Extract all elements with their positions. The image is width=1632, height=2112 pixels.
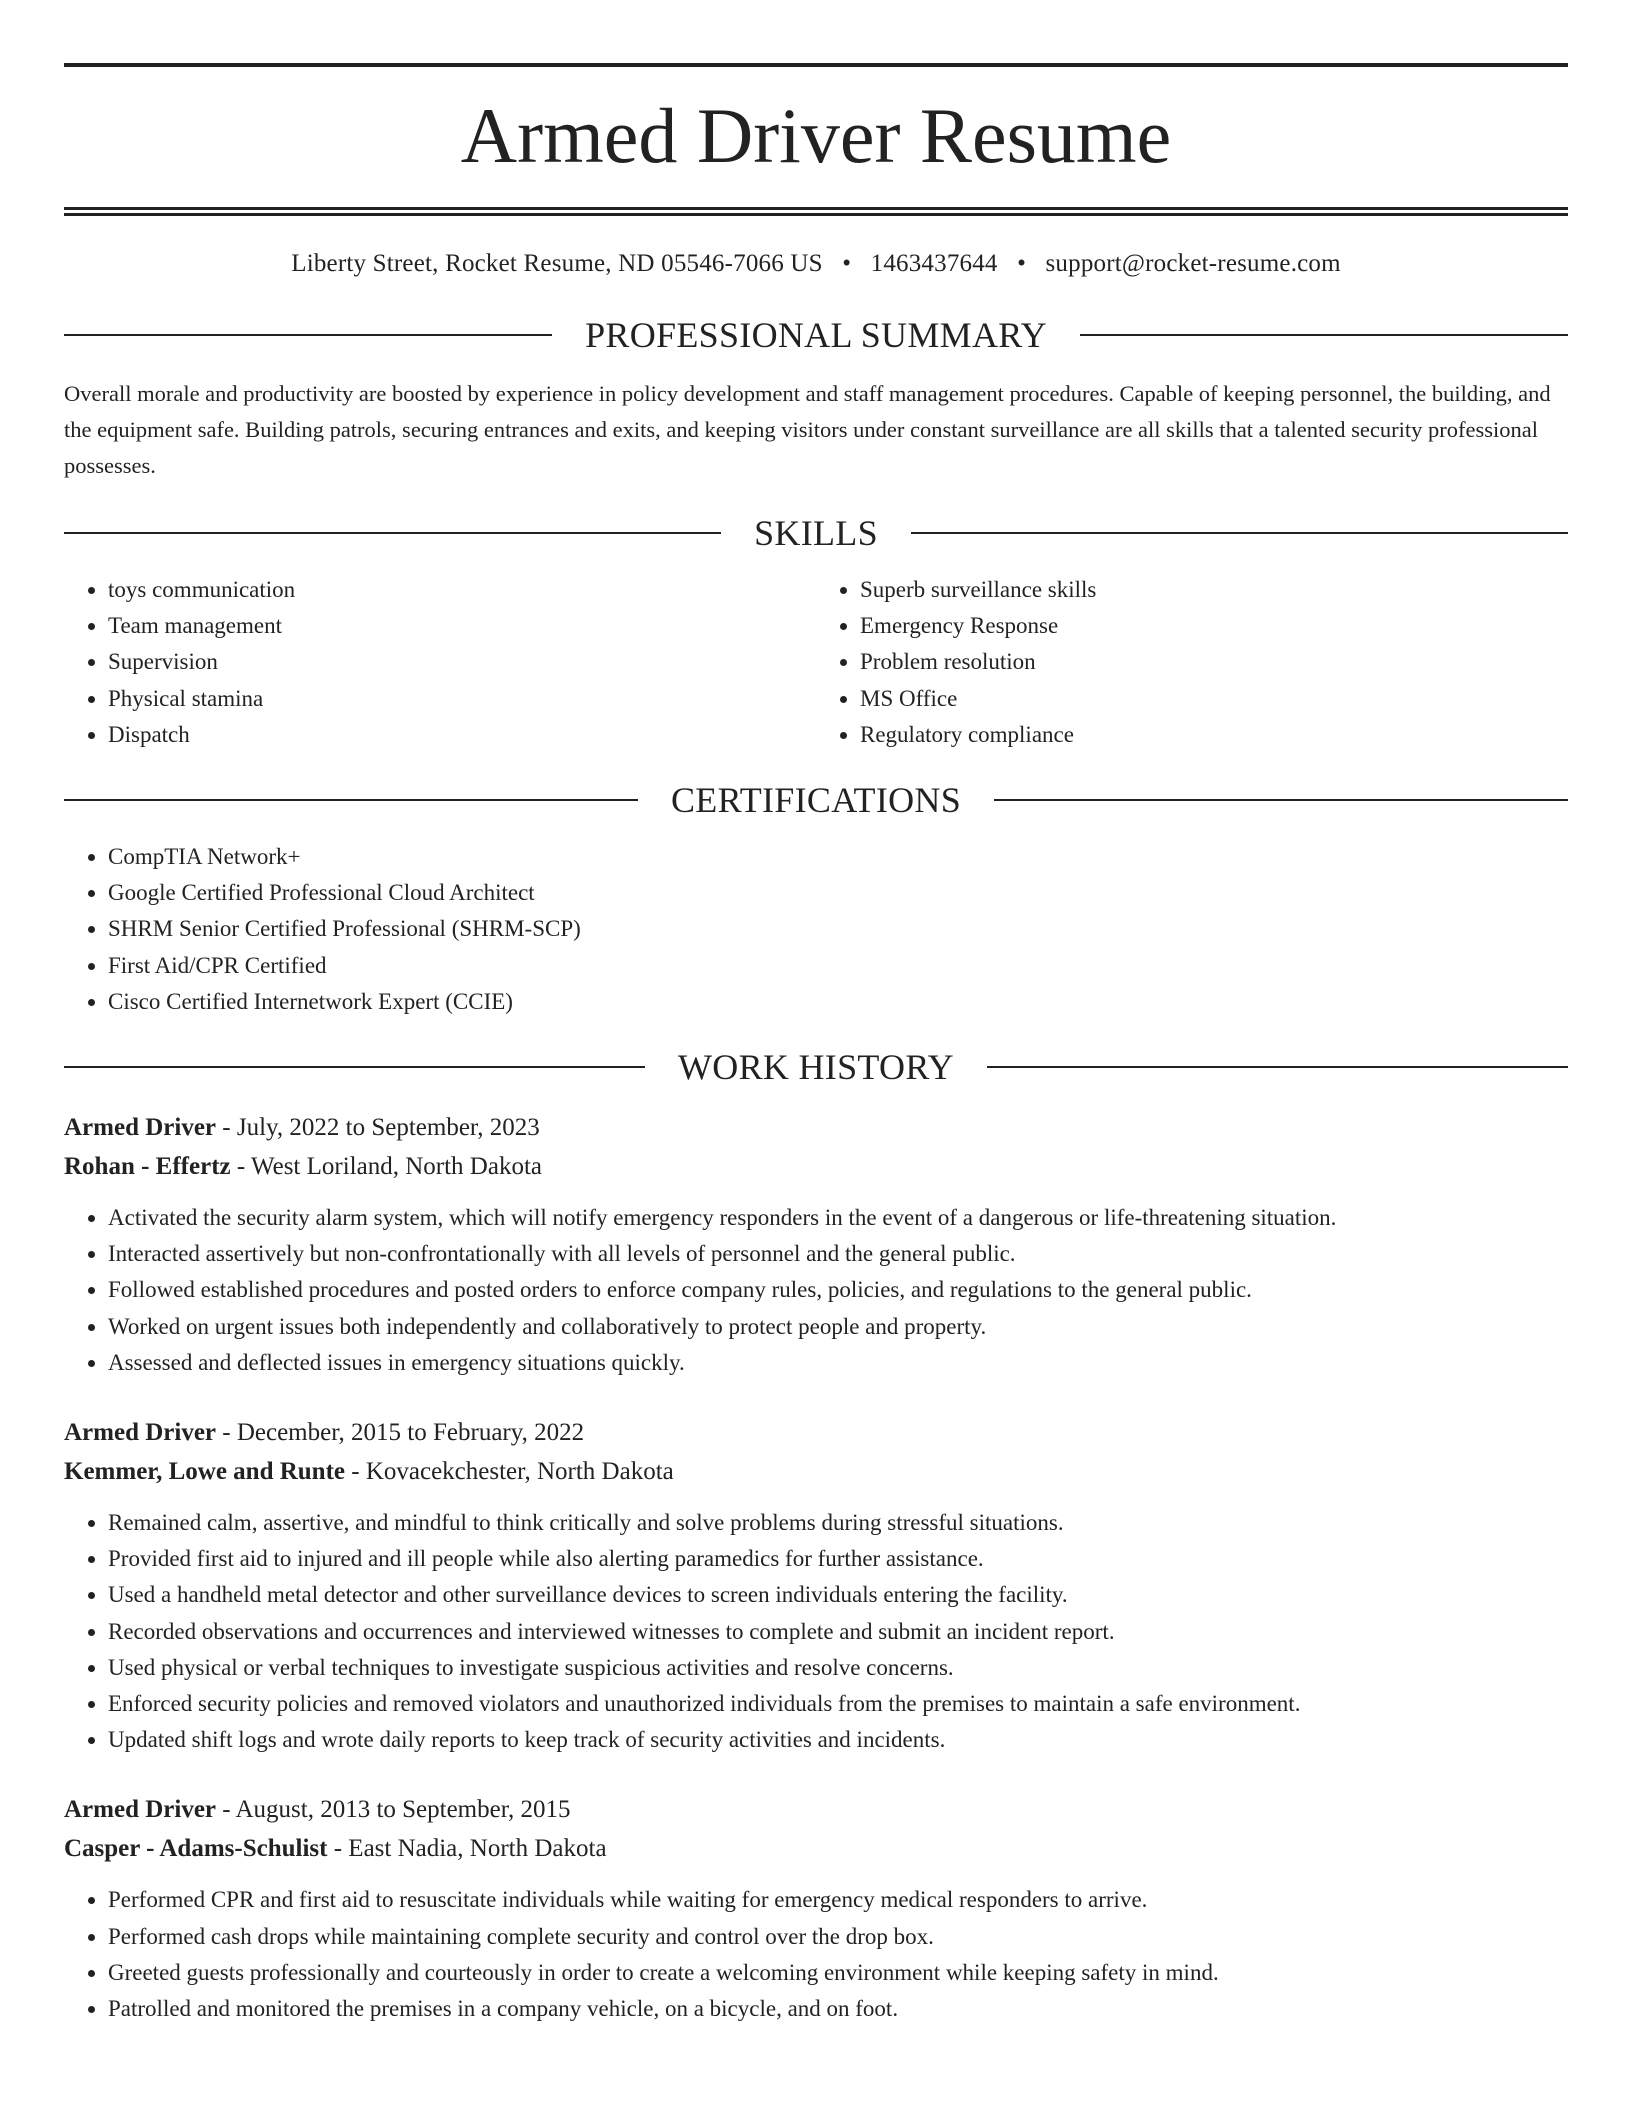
work-heading: WORK HISTORY [678, 1047, 954, 1088]
job-title: Armed Driver [64, 1419, 217, 1447]
list-item: • Updated shift logs and wrote daily reports to keep track of security activities and incidents. [108, 1722, 1568, 1758]
list-item: • Supervision [108, 644, 816, 680]
skills-column-left [64, 572, 816, 753]
list-item: • Interacted assertively but non-confrontationally with all levels of personnel and the general public. [108, 1236, 1568, 1272]
job-title: Armed Driver [64, 1114, 217, 1142]
skills-section-header [64, 512, 1568, 554]
job-location: Kovacekchester, North Dakota [365, 1458, 674, 1486]
work-section-header [64, 1046, 1568, 1088]
list-item: • Used a handheld metal detector and other surveillance devices to screen individuals entering the facility. [108, 1577, 1568, 1613]
contact-address: Liberty Street, Rocket Resume, ND 05546-7066 US [291, 250, 823, 277]
list-item: • Worked on urgent issues both independently and collaboratively to protect people and property. [108, 1309, 1568, 1345]
job-title-line: Armed Driver - July, 2022 to September, 2023 [64, 1114, 540, 1142]
section-rule-right [911, 532, 1568, 534]
certifications-list [64, 839, 1568, 1020]
summary-section-header [64, 314, 1568, 356]
job-location: West Loriland, North Dakota [251, 1153, 542, 1181]
job-company-line: Casper - Adams-Schulist - East Nadia, North Dakota [64, 1835, 607, 1863]
list-item: • CompTIA Network+ [108, 839, 1568, 875]
section-rule-right [1080, 334, 1568, 336]
job-title-line: Armed Driver - December, 2015 to February, 2022 [64, 1419, 585, 1447]
job-dates: December, 2015 to February, 2022 [236, 1419, 585, 1447]
list-item: • Recorded observations and occurrences and interviewed witnesses to complete and submit an incident report. [108, 1614, 1568, 1650]
list-item: • Dispatch [108, 717, 816, 753]
list-item: • Cisco Certified Internetwork Expert (CCIE) [108, 984, 1568, 1020]
list-item: • First Aid/CPR Certified [108, 948, 1568, 984]
list-item: • Performed CPR and first aid to resuscitate individuals while waiting for emergency medical responders to arrive. [108, 1882, 1568, 1918]
job-title-line: Armed Driver - August, 2013 to September, 2015 [64, 1796, 571, 1824]
job-dates: July, 2022 to September, 2023 [236, 1114, 540, 1142]
list-item: • Superb surveillance skills [860, 572, 1568, 608]
job-entry [64, 1790, 1568, 2027]
list-item: • Physical stamina [108, 681, 816, 717]
contact-separator: • [842, 250, 852, 277]
job-company: Rohan - Effertz [64, 1153, 231, 1181]
contact-phone: 1463437644 [870, 250, 998, 277]
section-rule-left [64, 1066, 645, 1068]
job-company: Kemmer, Lowe and Runte [64, 1458, 346, 1486]
top-rule [64, 63, 1568, 67]
section-rule-left [64, 532, 721, 534]
job-bullets [64, 1882, 1568, 2027]
contact-separator: • [1017, 250, 1027, 277]
skills-column-right [816, 572, 1568, 753]
summary-heading: PROFESSIONAL SUMMARY [585, 315, 1047, 355]
list-item: • Used physical or verbal techniques to investigate suspicious activities and resolve concerns. [108, 1650, 1568, 1686]
list-item: • Google Certified Professional Cloud Architect [108, 875, 1568, 911]
list-item: • Assessed and deflected issues in emergency situations quickly. [108, 1345, 1568, 1381]
job-location: East Nadia, North Dakota [348, 1835, 607, 1863]
section-rule-left [64, 799, 638, 801]
summary-text: Overall morale and productivity are boosted by experience in policy development and staff management procedures. Capable of keeping personnel, the building, and the equipment safe. Building patrols, securing entrances and exits, and keeping visitors under constant surveillance are all skills that a talented security professional possesses. [64, 381, 1551, 478]
list-item: • MS Office [860, 681, 1568, 717]
section-rule-right [994, 799, 1568, 801]
contact-line [64, 250, 1568, 278]
list-item: • Provided first aid to injured and ill people while also alerting paramedics for further assistance. [108, 1541, 1568, 1577]
section-rule-left [64, 334, 552, 336]
list-item: • Team management [108, 608, 816, 644]
job-entry [64, 1413, 1568, 1758]
job-title: Armed Driver [64, 1796, 217, 1824]
list-item: • Enforced security policies and removed violators and unauthorized individuals from the premises to maintain a safe environment. [108, 1686, 1568, 1722]
contact-email: support@rocket-resume.com [1045, 250, 1341, 277]
certifications-section-header [64, 779, 1568, 821]
job-company: Casper - Adams-Schulist [64, 1835, 328, 1863]
section-rule-right [987, 1066, 1568, 1068]
job-entry [64, 1108, 1568, 1381]
list-item: • Regulatory compliance [860, 717, 1568, 753]
job-company-line: Kemmer, Lowe and Runte - Kovacekchester, North Dakota [64, 1458, 674, 1486]
list-item: • toys communication [108, 572, 816, 608]
job-company-line: Rohan - Effertz - West Loriland, North Dakota [64, 1153, 542, 1181]
skills-heading: SKILLS [754, 513, 878, 553]
job-bullets [64, 1505, 1568, 1758]
job-bullets [64, 1200, 1568, 1381]
resume-title: Armed Driver Resume [460, 92, 1172, 179]
list-item: • Problem resolution [860, 644, 1568, 680]
skills-list [64, 572, 1568, 753]
title-double-rule [64, 207, 1568, 216]
list-item: • Activated the security alarm system, which will notify emergency responders in the event of a dangerous or life-threatening situation. [108, 1200, 1568, 1236]
resume-content [64, 0, 1568, 2027]
list-item: • Patrolled and monitored the premises in a company vehicle, on a bicycle, and on foot. [108, 1991, 1568, 2027]
certifications-heading: CERTIFICATIONS [670, 780, 962, 821]
list-item: • Remained calm, assertive, and mindful to think critically and solve problems during stressful situations. [108, 1505, 1568, 1541]
list-item: • Greeted guests professionally and courteously in order to create a welcoming environment while keeping safety in mind. [108, 1955, 1568, 1991]
list-item: • Followed established procedures and posted orders to enforce company rules, policies, and regulations to the general public. [108, 1272, 1568, 1308]
job-dates: August, 2013 to September, 2015 [235, 1796, 571, 1824]
list-item: • Emergency Response [860, 608, 1568, 644]
list-item: • Performed cash drops while maintaining complete security and control over the drop box. [108, 1919, 1568, 1955]
list-item: • SHRM Senior Certified Professional (SHRM-SCP) [108, 911, 1568, 947]
